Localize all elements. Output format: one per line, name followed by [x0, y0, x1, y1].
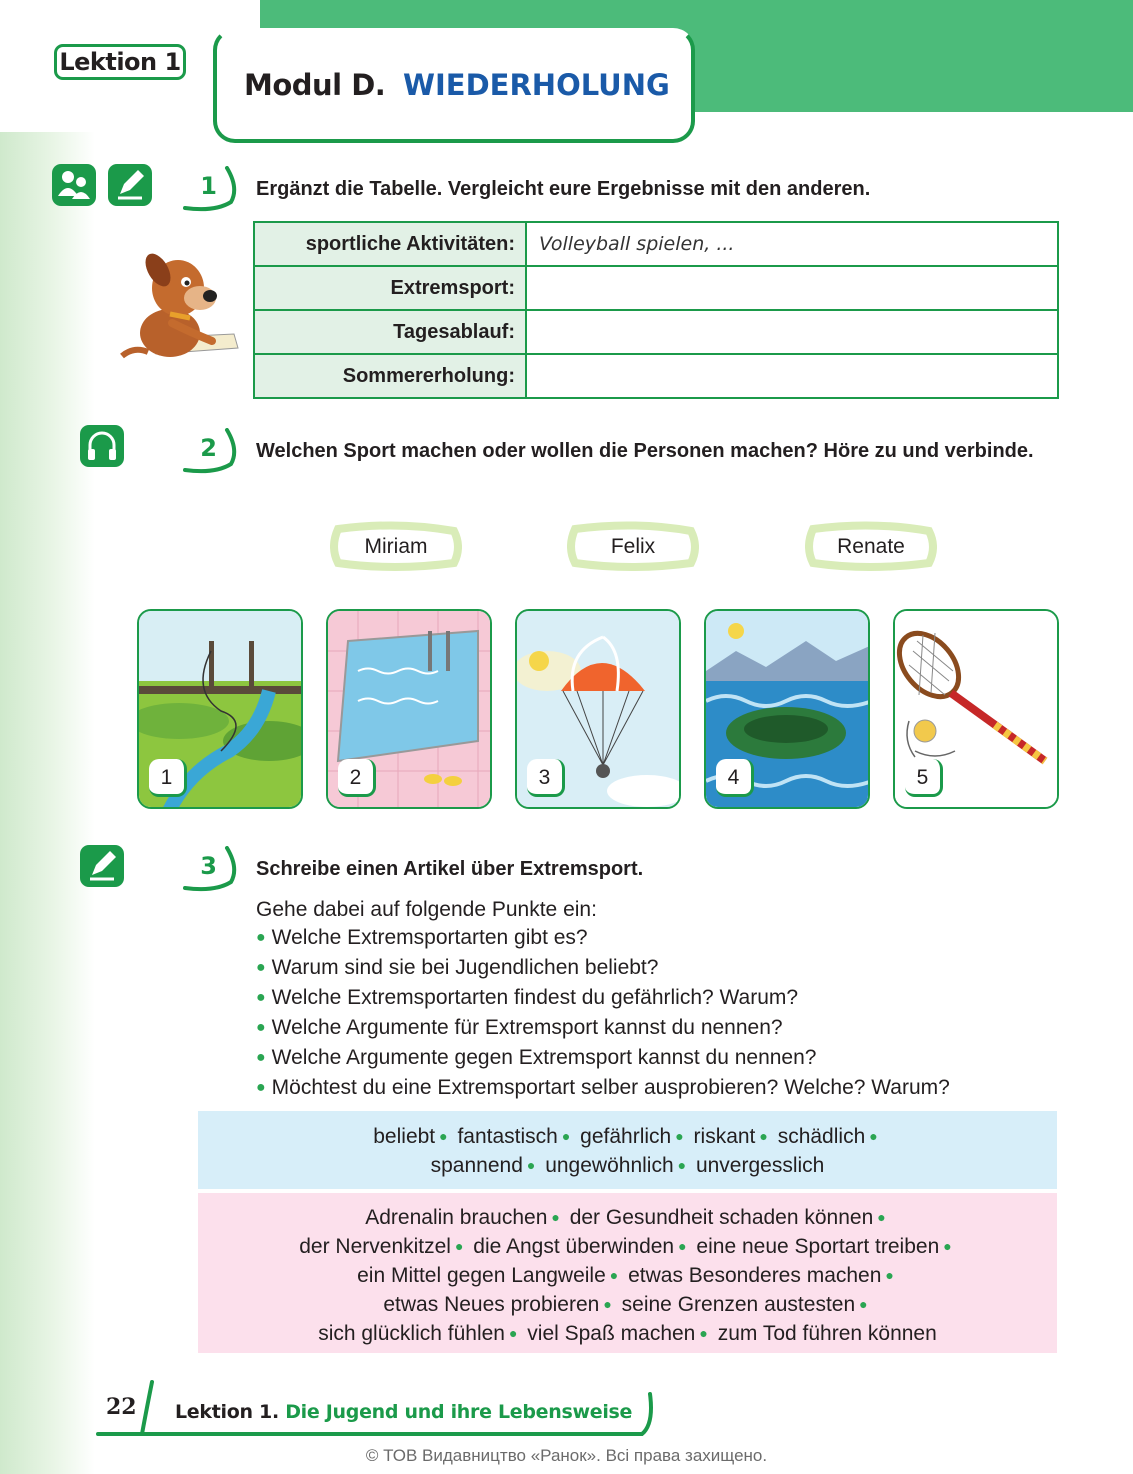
- phrase-chip: Adrenalin brauchen: [365, 1206, 548, 1229]
- table-row: [254, 266, 1058, 310]
- dog-mascot: [112, 238, 240, 368]
- phrase-chip: der Gesundheit schaden können: [569, 1206, 874, 1229]
- word-chip: riskant: [693, 1125, 756, 1148]
- phrase-chip: viel Spaß machen: [527, 1322, 696, 1345]
- word-chip: beliebt: [373, 1125, 436, 1148]
- adjectives-box: beliebt ● fantastisch ● gefährlich ● riskant ● schädlich ● spannend ● ungewöhnlich ● unvergesslich: [198, 1111, 1057, 1189]
- list-item: ● Welche Argumente gegen Extremsport kannst du nennen?: [256, 1046, 817, 1069]
- table-row: [254, 310, 1058, 354]
- page-title: WIEDERHOLUNG: [403, 68, 670, 102]
- name-tag-felix[interactable]: Felix: [567, 521, 699, 573]
- word-chip: schädlich: [777, 1125, 866, 1148]
- exercise-3-intro: Gehe dabei auf folgende Punkte ein:: [256, 898, 597, 921]
- phrase-chip: der Nervenkitzel: [299, 1235, 451, 1258]
- table-answer-field[interactable]: [526, 354, 1058, 398]
- pencil-icon: [80, 845, 124, 887]
- exercise-3-number: 3: [181, 846, 237, 890]
- word-chip: fantastisch: [457, 1125, 558, 1148]
- table-label: sportliche Aktivitäten:: [254, 222, 526, 266]
- picture-parachuting[interactable]: [515, 609, 681, 809]
- phrases-box: Adrenalin brauchen ● der Gesundheit schaden können ● der Nervenkitzel ● die Angst überwinden ● eine neue Sportart treiben ● ein Mittel gegen Langweile ● etwas Besonderes machen ● etwas Neues probieren ● seine Grenzen austesten ● sich glücklich fühlen ● viel Spaß machen ● zum Tod führen können: [198, 1193, 1057, 1353]
- phrase-chip: zum Tod führen können: [717, 1322, 937, 1345]
- modul-label: Modul D.: [244, 68, 386, 102]
- exercise-1-table: [253, 221, 1059, 399]
- picture-tennis[interactable]: [893, 609, 1059, 809]
- table-label: Extremsport:: [254, 266, 526, 310]
- list-item: ● Warum sind sie bei Jugendlichen beliebt?: [256, 956, 659, 979]
- table-row: [254, 354, 1058, 398]
- phrase-chip: seine Grenzen austesten: [621, 1293, 856, 1316]
- headphones-icon: [80, 425, 124, 467]
- name-tag-renate[interactable]: Renate: [805, 521, 937, 573]
- picture-rafting[interactable]: [704, 609, 870, 809]
- exercise-2-instruction: Welchen Sport machen oder wollen die Personen machen? Höre zu und verbinde.: [256, 440, 1034, 462]
- table-label: Tagesablauf:: [254, 310, 526, 354]
- lektion-badge: Lektion 1: [54, 44, 186, 80]
- copyright: © ТОВ Видавництво «Ранок». Всі права захищено.: [365, 1446, 768, 1465]
- phrase-chip: etwas Besonderes machen: [628, 1264, 882, 1287]
- phrase-chip: ein Mittel gegen Langweile: [357, 1264, 606, 1287]
- picture-swimming-pool[interactable]: [326, 609, 492, 809]
- word-chip: spannend: [430, 1154, 523, 1177]
- table-label: Sommererholung:: [254, 354, 526, 398]
- exercise-3-instruction: Schreibe einen Artikel über Extremsport.: [256, 858, 644, 880]
- exercise-2-number: 2: [181, 428, 237, 472]
- phrase-chip: eine neue Sportart treiben: [696, 1235, 940, 1258]
- picture-number: 1: [149, 759, 187, 797]
- picture-number: 4: [716, 759, 754, 797]
- exercise-3-points: [256, 896, 950, 1104]
- list-item: ● Möchtest du eine Extremsportart selber ausprobieren? Welche? Warum?: [256, 1076, 950, 1099]
- table-row: [254, 222, 1058, 266]
- table-answer-field[interactable]: [526, 310, 1058, 354]
- pencil-icon: [108, 164, 152, 206]
- word-chip: ungewöhnlich: [545, 1154, 674, 1177]
- picture-number: 3: [527, 759, 565, 797]
- word-chip: gefährlich: [580, 1125, 672, 1148]
- left-gradient-band: [0, 130, 95, 1474]
- group-work-icon: [52, 164, 96, 206]
- word-chip: unvergesslich: [695, 1154, 825, 1177]
- page-number: 22: [106, 1394, 137, 1420]
- picture-bungee-jumping[interactable]: [137, 609, 303, 809]
- name-tag-miriam[interactable]: Miriam: [330, 521, 462, 573]
- phrase-chip: sich glücklich fühlen: [318, 1322, 505, 1345]
- list-item: ● Welche Extremsportarten gibt es?: [256, 926, 588, 949]
- table-answer-field[interactable]: [526, 266, 1058, 310]
- footer-chapter-title: Die Jugend und ihre Lebensweise: [285, 1401, 633, 1423]
- list-item: ● Welche Extremsportarten findest du gefährlich? Warum?: [256, 986, 799, 1009]
- list-item: ● Welche Argumente für Extremsport kannst du nennen?: [256, 1016, 783, 1039]
- picture-number: 2: [338, 759, 376, 797]
- footer-chapter: Lektion 1. Die Jugend und ihre Lebensweise: [175, 1401, 633, 1423]
- exercise-1-instruction: Ergänzt die Tabelle. Vergleicht eure Ergebnisse mit den anderen.: [256, 178, 871, 200]
- table-answer-field[interactable]: Volleyball spielen, ...: [526, 222, 1058, 266]
- phrase-chip: die Angst überwinden: [473, 1235, 675, 1258]
- phrase-chip: etwas Neues probieren: [383, 1293, 600, 1316]
- picture-number: 5: [905, 759, 943, 797]
- exercise-1-number: 1: [181, 166, 237, 210]
